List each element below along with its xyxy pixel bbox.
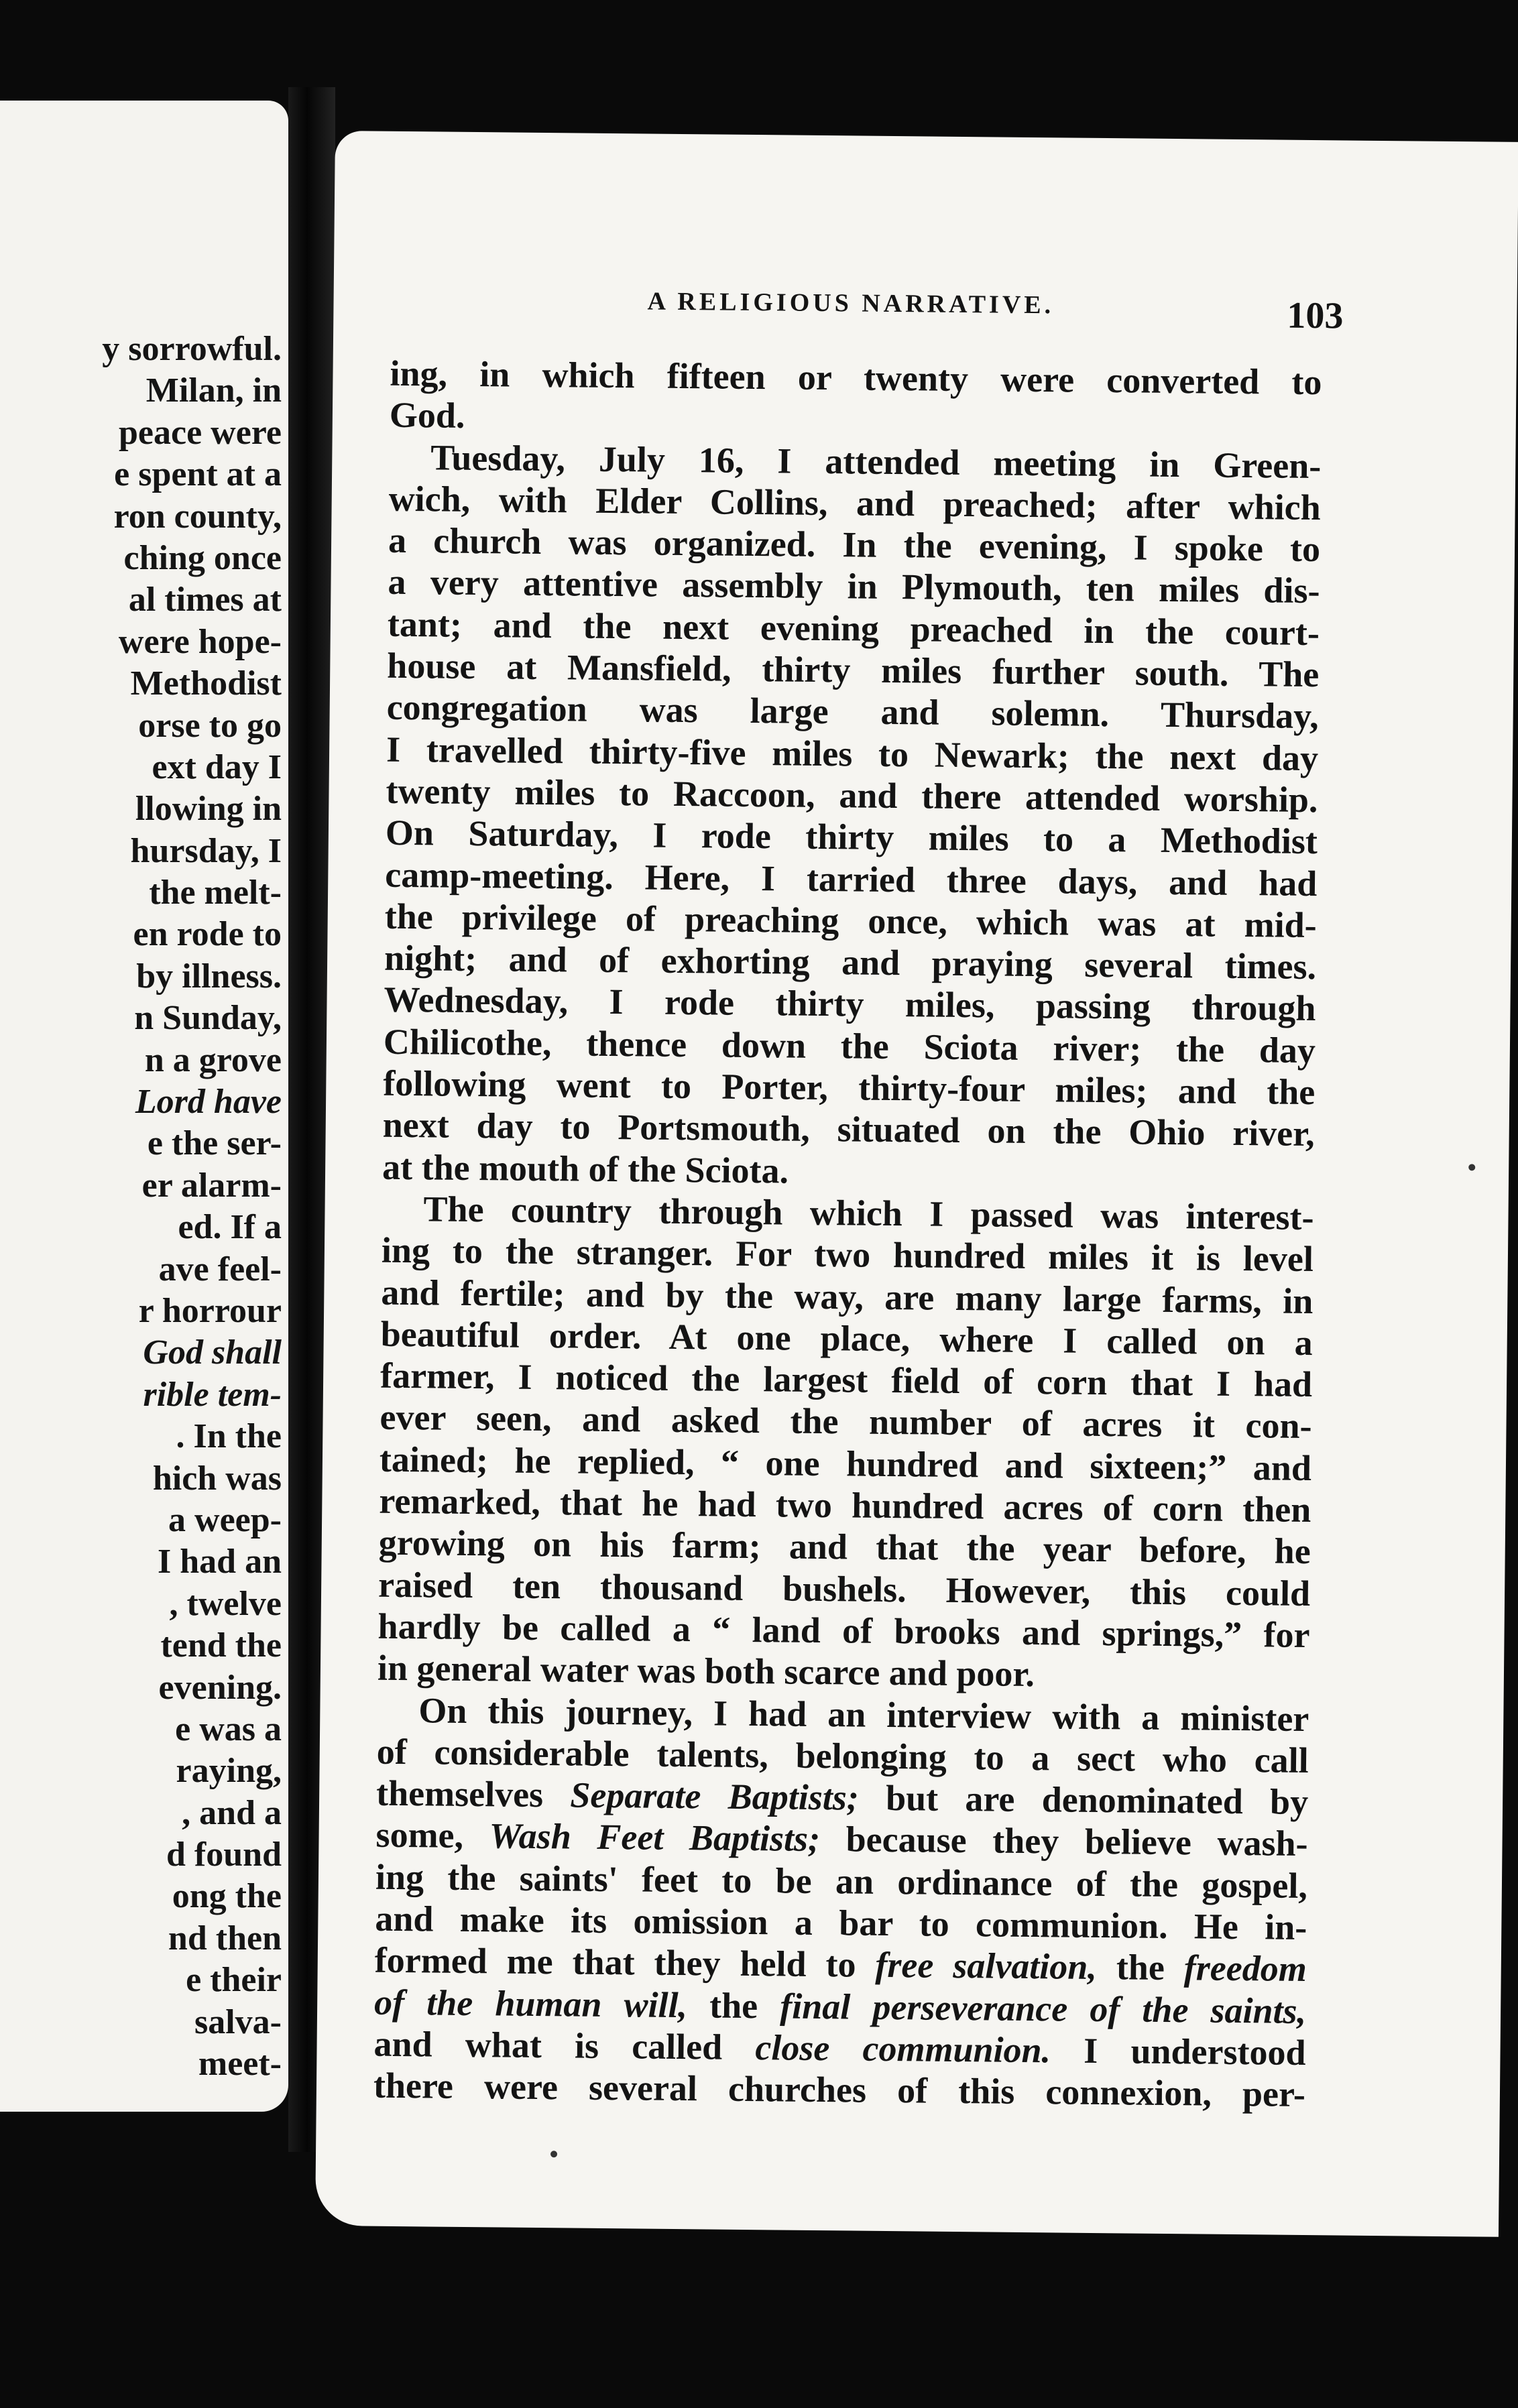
- text-segment: Wednesday, I rode thirty miles, passing through: [384, 979, 1316, 1029]
- text-segment: twenty miles to Raccoon, and there attended worship.: [386, 770, 1318, 821]
- text-segment: in general water was both scarce and poor.: [377, 1647, 1035, 1695]
- text-segment: God.: [389, 395, 465, 436]
- facing-page-line: raying,: [176, 1752, 282, 1791]
- text-segment: ing to the stranger. For two hundred miles it is level: [381, 1229, 1314, 1280]
- running-title: A RELIGIOUS NARRATIVE.: [647, 287, 1055, 320]
- page-103: [315, 131, 1518, 2237]
- ink-speck: [550, 2151, 557, 2157]
- text-segment: hardly be called a “ land of brooks and springs,” for: [377, 1606, 1310, 1655]
- text-segment: Tuesday, July 16, I attended meeting in Green-: [430, 436, 1322, 486]
- text-segment: farmer, I noticed the largest field of corn that I had: [380, 1355, 1313, 1405]
- facing-page-line: ong the: [172, 1877, 282, 1916]
- italic-phrase: Separate Baptists;: [570, 1774, 860, 1818]
- facing-page-line: e the ser-: [147, 1124, 282, 1163]
- facing-page-line: e spent at a: [114, 455, 282, 494]
- text-segment: there were several churches of this connexion, per-: [373, 2065, 1306, 2115]
- facing-page-line: meet-: [198, 2045, 282, 2084]
- page-number: 103: [1287, 294, 1344, 337]
- text-segment: the privilege of preaching once, which was at mid-: [384, 896, 1317, 945]
- text-segment: The country through which I passed was interest-: [423, 1189, 1314, 1238]
- facing-page-line: Lord have: [135, 1083, 282, 1122]
- italic-phrase: close communion.: [755, 2027, 1051, 2071]
- text-segment: camp-meeting. Here, I tarried three days, and had: [385, 854, 1318, 904]
- text-segment: and what is called: [373, 2023, 756, 2068]
- text-segment: On this journey, I had an interview with a minister: [418, 1689, 1309, 1739]
- facing-page-line: , and a: [182, 1793, 282, 1832]
- facing-page-line: y sorrowful.: [102, 330, 282, 368]
- facing-page-line: were hope-: [118, 622, 282, 661]
- facing-page-line: nd then: [168, 1919, 282, 1958]
- facing-page-line: al times at: [128, 581, 282, 619]
- text-segment: the: [1096, 1947, 1185, 1988]
- text-segment: a church was organized. In the evening, I spoke to: [388, 520, 1321, 570]
- text-segment: but are denominated by: [858, 1777, 1309, 1823]
- italic-phrase: final perseverance of the saints,: [780, 1986, 1307, 2031]
- italic-phrase: Wash Feet Baptists;: [489, 1815, 821, 1860]
- text-segment: wich, with Elder Collins, and preached; after which: [388, 478, 1321, 528]
- facing-page-line: en rode to: [133, 915, 282, 954]
- text-line: [373, 2065, 1306, 2116]
- italic-phrase: free salvation,: [875, 1945, 1098, 1988]
- ink-speck: [1468, 1164, 1475, 1170]
- italic-phrase: of the human will,: [373, 1982, 688, 2025]
- facing-page-line: er alarm-: [141, 1166, 282, 1205]
- text-segment: because they believe wash-: [819, 1819, 1308, 1864]
- text-segment: On Saturday, I rode thirty miles to a Methodist: [385, 812, 1318, 862]
- text-segment: tant; and the next evening preached in the court-: [387, 603, 1320, 653]
- text-segment: ever seen, and asked the number of acres it con-: [380, 1397, 1312, 1447]
- text-segment: some,: [375, 1815, 490, 1856]
- text-segment: the: [687, 1984, 780, 2027]
- text-segment: congregation was large and solemn. Thursday,: [386, 687, 1319, 737]
- facing-page-line: llowing in: [135, 790, 282, 829]
- facing-page-line: rible tem-: [143, 1375, 282, 1414]
- text-segment: beautiful order. At one place, where I called on a: [380, 1313, 1313, 1363]
- facing-page-line: ching once: [123, 538, 282, 577]
- text-segment: and make its omission a bar to communion. He in-: [375, 1898, 1307, 1948]
- facing-page-line: ed. If a: [178, 1208, 282, 1247]
- text-segment: Chilicothe, thence down the Sciota river; the day: [383, 1021, 1316, 1071]
- facing-page-line: ave feel-: [158, 1250, 282, 1288]
- text-segment: themselves: [375, 1772, 571, 1815]
- text-segment: night; and of exhorting and praying several times.: [384, 937, 1317, 987]
- facing-page-line: d found: [166, 1835, 282, 1874]
- facing-page-line: evening.: [158, 1668, 282, 1707]
- facing-page-line: the melt-: [149, 874, 282, 912]
- facing-page-line: r horrour: [138, 1291, 282, 1330]
- facing-page-line: salva-: [194, 2002, 282, 2041]
- text-segment: house at Mansfield, thirty miles further south. The: [387, 645, 1320, 695]
- facing-page-line: hich was: [152, 1459, 282, 1498]
- facing-page-line: tend the: [160, 1626, 282, 1665]
- facing-page-line: e their: [186, 1961, 282, 2000]
- facing-page-line: ron county,: [113, 497, 282, 536]
- italic-phrase: freedom: [1183, 1947, 1307, 1990]
- text-segment: ing, in which fifteen or twenty were converted to: [390, 353, 1322, 403]
- facing-page-line: a weep-: [168, 1500, 282, 1539]
- text-segment: growing on his farm; and that the year before, he: [378, 1522, 1311, 1572]
- text-segment: at the mouth of the Sciota.: [382, 1146, 789, 1191]
- body-text: [373, 353, 1322, 2116]
- facing-page-line: n Sunday,: [134, 999, 282, 1038]
- text-segment: and fertile; and by the way, are many large farms, in: [381, 1272, 1313, 1321]
- facing-page-line: peace were: [118, 413, 282, 452]
- text-segment: raised ten thousand bushels. However, this could: [377, 1564, 1311, 1614]
- text-segment: ing the saints' feet to be an ordinance of the gospel,: [375, 1856, 1308, 1906]
- facing-page-line: God shall: [143, 1333, 282, 1372]
- facing-page: [0, 101, 288, 2112]
- facing-page-line: hursday, I: [130, 831, 282, 870]
- facing-page-line: I had an: [158, 1543, 282, 1581]
- text-segment: a very attentive assembly in Plymouth, ten miles dis-: [388, 562, 1320, 611]
- facing-page-text: [0, 328, 288, 2085]
- text-segment: next day to Portsmouth, situated on the Ohio river,: [382, 1105, 1315, 1154]
- text-segment: I understood: [1050, 2030, 1306, 2073]
- facing-page-line: n a grove: [144, 1040, 282, 1079]
- facing-page-line: Methodist: [130, 664, 282, 703]
- text-segment: I travelled thirty-five miles to Newark; the next day: [386, 729, 1319, 778]
- text-segment: of considerable talents, belonging to a sect who call: [376, 1731, 1309, 1781]
- text-segment: formed me that they held to: [374, 1939, 876, 1986]
- facing-page-line: ext day I: [152, 747, 282, 786]
- facing-page-line: orse to go: [138, 706, 282, 745]
- facing-page-line: Milan, in: [145, 371, 282, 410]
- facing-page-line: by illness.: [136, 957, 282, 996]
- text-segment: remarked, that he had two hundred acres of corn then: [379, 1480, 1311, 1530]
- facing-page-line: . In the: [176, 1417, 282, 1456]
- facing-page-line: e was a: [175, 1709, 282, 1748]
- facing-page-line: , twelve: [169, 1584, 282, 1623]
- text-segment: tained; he replied, “ one hundred and sixteen;” and: [379, 1439, 1312, 1488]
- text-segment: following went to Porter, thirty-four miles; and the: [383, 1063, 1316, 1113]
